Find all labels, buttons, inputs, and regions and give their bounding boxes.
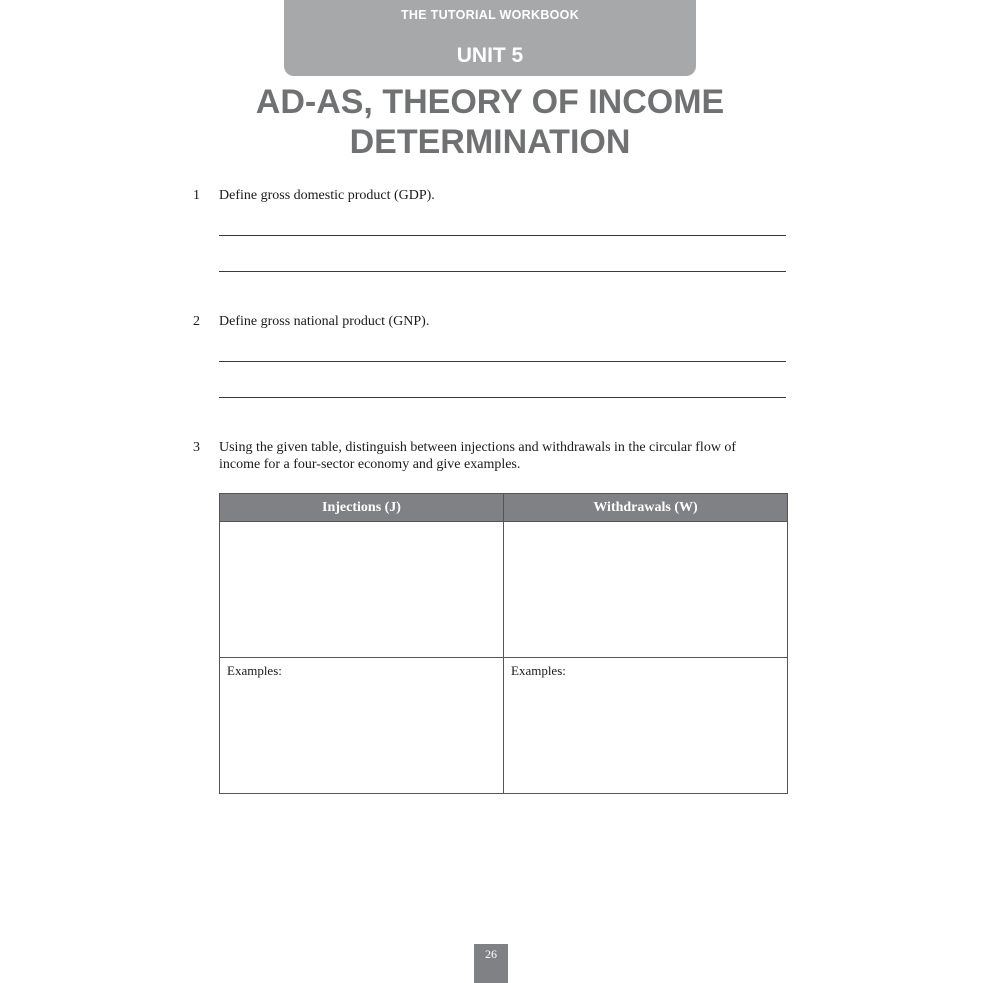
page-number: 26: [474, 944, 508, 983]
examples-label: Examples:: [227, 663, 282, 678]
question-number: 3: [193, 440, 200, 455]
examples-label: Examples:: [511, 663, 566, 678]
withdrawals-definition-cell[interactable]: [504, 522, 787, 657]
question-text: Define gross national product (GNP).: [219, 314, 430, 329]
column-header-injections: Injections (J): [220, 494, 503, 521]
workbook-title: THE TUTORIAL WORKBOOK: [400, 8, 580, 22]
page-title: [180, 82, 800, 162]
answer-line-2a[interactable]: [219, 361, 786, 362]
question-text: Define gross domestic product (GDP).: [219, 188, 435, 203]
page-title-line-2: DETERMINATION: [349, 123, 631, 161]
question-number: 1: [193, 188, 200, 203]
question-text: Using the given table, distinguish between injections and withdrawals in the circular flow of income for a four-sector economy and give examples.: [219, 440, 737, 472]
answer-line-1b[interactable]: [219, 271, 786, 272]
page-title-line-1: AD-AS, THEORY OF INCOME: [255, 83, 725, 121]
answer-line-2b[interactable]: [219, 397, 786, 398]
injections-examples-cell[interactable]: [220, 658, 503, 793]
withdrawals-examples-cell[interactable]: [504, 658, 787, 793]
injections-definition-cell[interactable]: [220, 522, 503, 657]
unit-label: UNIT 5: [456, 44, 524, 67]
answer-line-1a[interactable]: [219, 235, 786, 236]
question-number: 2: [193, 314, 200, 329]
column-header-withdrawals: Withdrawals (W): [504, 494, 787, 521]
header-tab: [284, 0, 696, 76]
injections-withdrawals-table: [219, 493, 788, 794]
